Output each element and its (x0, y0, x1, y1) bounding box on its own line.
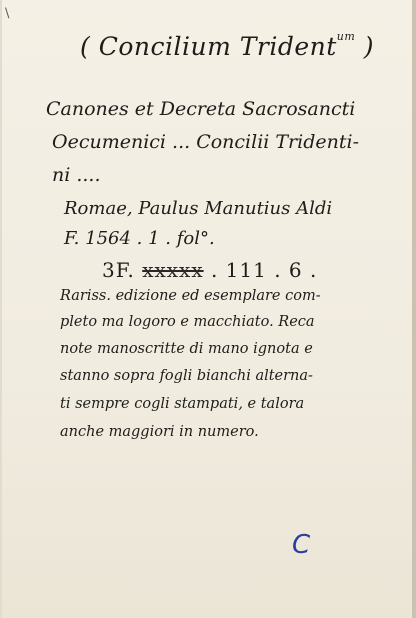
note-line-5: ti sempre cogli stampati, e talora (60, 396, 305, 412)
note-line-1: Rariss. edizione ed esemplare com- (60, 288, 321, 304)
title-close: ) (355, 32, 375, 61)
imprint-line-1: Romae, Paulus Manutius Aldi (64, 198, 333, 219)
corner-mark: \ (5, 6, 10, 21)
shelfmark-suffix: . 111 . 6 . (210, 258, 318, 282)
title-text: ( Concilium Trident (80, 32, 337, 61)
imprint-line-2: F. 1564 . 1 . fol°. (64, 228, 215, 249)
note-line-4: stanno sopra fogli bianchi alterna- (60, 368, 313, 384)
title-superscript: um (336, 29, 356, 43)
description-line-1: Canones et Decreta Sacrosancti (46, 98, 356, 120)
note-line-3: note manoscritte di mano ignota e (60, 341, 313, 357)
card-title (80, 29, 375, 61)
blue-ink-mark: C (292, 530, 311, 560)
note-line-6: anche maggiori in numero. (60, 424, 259, 440)
shelfmark-prefix: 3F. (102, 258, 135, 282)
shelfmark (102, 258, 317, 282)
shelfmark-struck: xxxxx (142, 258, 204, 282)
description-line-3: ni .... (52, 164, 101, 186)
description-line-2: Oecumenici ... Concilii Tridenti- (52, 131, 359, 153)
note-line-2: pleto ma logoro e macchiato. Reca (60, 314, 315, 330)
